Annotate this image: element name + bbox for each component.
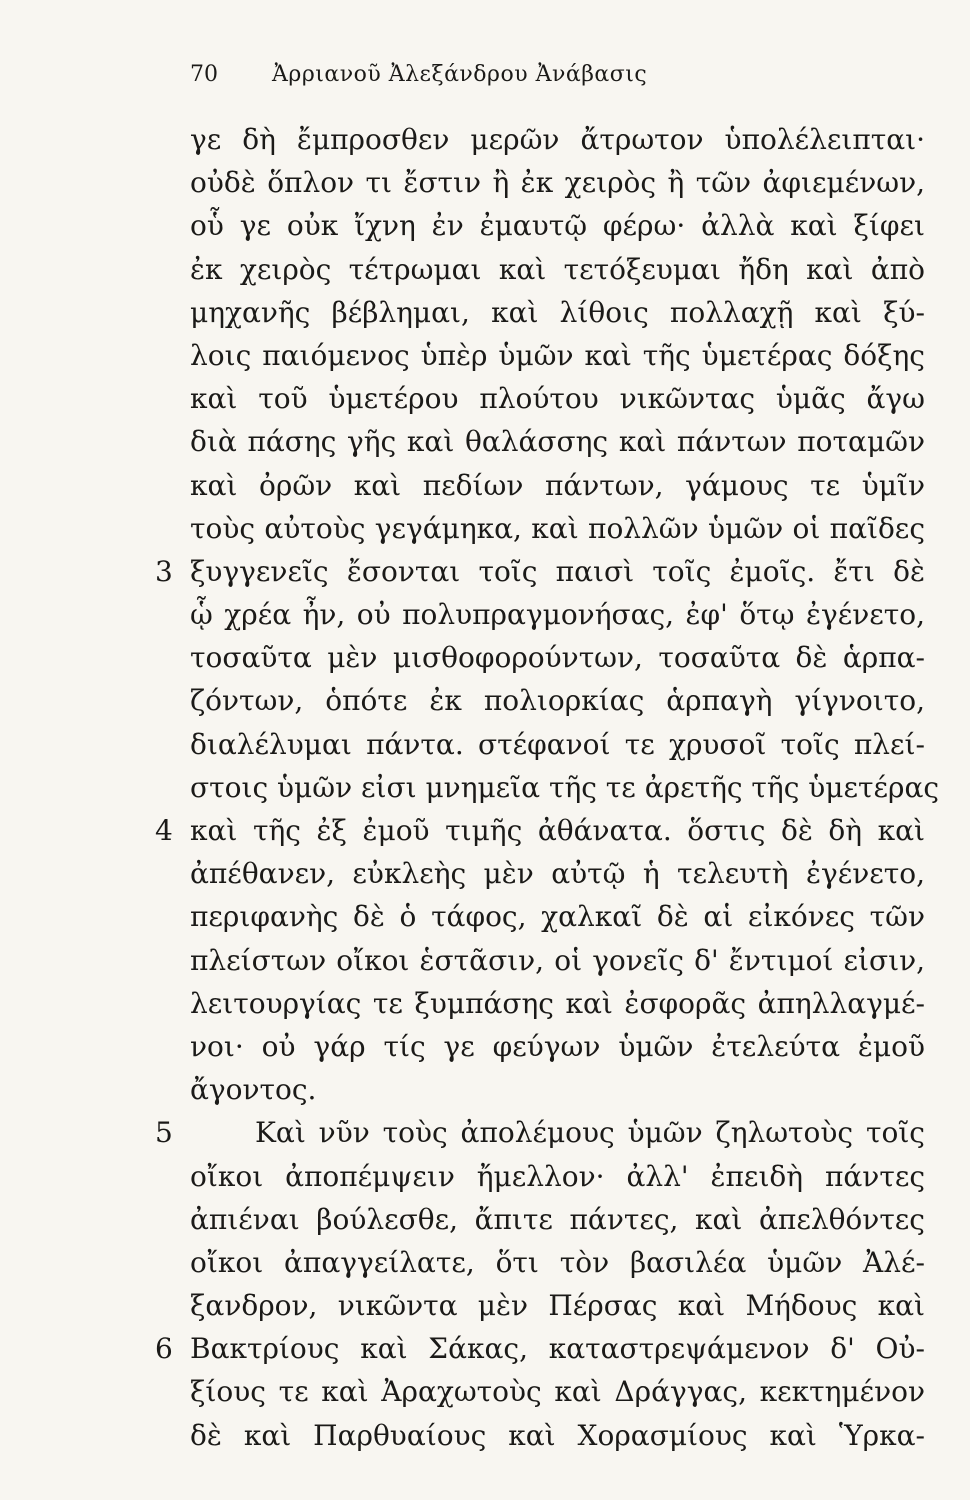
line-text: πλείστων οἴκοι ἑστᾶσιν, οἱ γονεῖς δ' ἔντιμοί εἰσιν,	[190, 943, 925, 977]
text-line	[190, 377, 925, 420]
text-line	[190, 291, 925, 334]
line-text: καὶ τῆς ἐξ ἐμοῦ τιμῆς ἀθάνατα. ὅστις δὲ δὴ καὶ	[190, 814, 925, 847]
line-text: τοσαῦτα μὲν μισθοφορούντων, τοσαῦτα δὲ ἁρπα-	[190, 641, 925, 675]
text-line	[190, 982, 925, 1025]
text-line	[190, 334, 925, 377]
text-line	[190, 1284, 925, 1327]
line-text: διαλέλυμαι πάντα. στέφανοί τε χρυσοῖ τοῖς πλεί-	[190, 727, 925, 761]
text-line	[155, 809, 925, 852]
main-text	[155, 118, 940, 1457]
line-text: ἀπέθανεν, εὐκλεὴς μὲν αὐτῷ ἡ τελευτὴ ἐγένετο,	[190, 857, 925, 891]
line-text: οὗ γε οὐκ ἴχνη ἐν ἐμαυτῷ φέρω· ἀλλὰ καὶ ξίφει	[190, 209, 925, 243]
line-text: μηχανῆς βέβλημαι, καὶ λίθοις πολλαχῇ καὶ ξύ-	[190, 295, 925, 329]
text-line	[190, 593, 925, 636]
line-text: ἀπιέναι βούλεσθε, ἄπιτε πάντες, καὶ ἀπελθόντες	[190, 1202, 925, 1236]
text-line	[190, 679, 925, 722]
line-text: Βακτρίους καὶ Σάκας, καταστρεψάμενον δ' Οὐ-	[190, 1332, 925, 1366]
text-line	[190, 420, 925, 463]
page-number: 70	[190, 62, 218, 87]
section-number: 6	[155, 1332, 173, 1366]
text-line	[190, 895, 925, 938]
line-text: ζόντων, ὁπότε ἐκ πολιορκίας ἁρπαγὴ γίγνοιτο,	[190, 684, 925, 718]
text-line	[190, 766, 940, 809]
text-line	[190, 723, 925, 766]
section-number: 4	[155, 814, 173, 847]
text-line	[190, 464, 925, 507]
text-line	[155, 1111, 925, 1154]
text-line	[155, 1327, 925, 1370]
line-text: δὲ καὶ Παρθυαίους καὶ Χορασμίους καὶ Ὑρκα-	[190, 1418, 925, 1452]
line-text: οὐδὲ ὅπλον τι ἔστιν ἢ ἐκ χειρὸς ἢ τῶν ἀφιεμένων,	[190, 166, 925, 200]
section-number: 5	[155, 1116, 173, 1150]
text-line	[190, 636, 925, 679]
text-line	[190, 939, 925, 982]
text-line	[190, 1370, 925, 1413]
text-line	[190, 161, 925, 204]
text-line	[190, 1025, 925, 1068]
line-text: ἄγοντος.	[190, 1073, 317, 1107]
text-line	[190, 507, 925, 550]
text-line	[190, 204, 925, 247]
running-title: Ἀρριανοῦ Ἀλεξάνδρου Ἀνάβασις	[272, 62, 648, 87]
line-text: καὶ ὀρῶν καὶ πεδίων πάντων, γάμους τε ὑμῖν	[190, 468, 925, 502]
line-text: καὶ τοῦ ὑμετέρου πλούτου νικῶντας ὑμᾶς ἄγω	[190, 382, 925, 416]
line-text: τοὺς αὐτοὺς γεγάμηκα, καὶ πολλῶν ὑμῶν οἱ παῖδες	[190, 511, 925, 545]
line-text: λοις παιόμενος ὑπὲρ ὑμῶν καὶ τῆς ὑμετέρας δόξης	[190, 338, 925, 372]
line-text: Καὶ νῦν τοὺς ἀπολέμους ὑμῶν ζηλωτοὺς τοῖς	[255, 1116, 925, 1150]
section-number: 3	[155, 554, 173, 588]
line-text: ἐκ χειρὸς τέτρωμαι καὶ τετόξευμαι ἤδη καὶ ἀπὸ	[190, 252, 925, 286]
line-text: περιφανὴς δὲ ὁ τάφος, χαλκαῖ δὲ αἱ εἰκόνες τῶν	[190, 900, 925, 934]
line-text: οἴκοι ἀπαγγείλατε, ὅτι τὸν βασιλέα ὑμῶν Ἀλέ-	[190, 1245, 925, 1279]
line-text: ξίους τε καὶ Ἀραχωτοὺς καὶ Δράγγας, κεκτημένον	[190, 1375, 925, 1409]
page-header	[190, 62, 910, 102]
line-text: ξυγγενεῖς ἔσονται τοῖς παισὶ τοῖς ἐμοῖς. ἔτι δὲ	[190, 554, 925, 588]
text-line	[190, 852, 925, 895]
line-text: νοι· οὐ γάρ τίς γε φεύγων ὑμῶν ἐτελεύτα ἐμοῦ	[190, 1029, 925, 1063]
text-line	[190, 118, 925, 161]
text-line	[190, 1155, 925, 1198]
text-line	[155, 550, 925, 593]
line-text: ξανδρον, νικῶντα μὲν Πέρσας καὶ Μήδους καὶ	[190, 1289, 925, 1323]
text-line	[190, 1068, 925, 1111]
line-text: ᾧ χρέα ἦν, οὐ πολυπραγμονήσας, ἐφ' ὅτῳ ἐγένετο,	[190, 598, 925, 632]
line-text: λειτουργίας τε ξυμπάσης καὶ ἐσφορᾶς ἀπηλλαγμέ-	[190, 986, 925, 1020]
line-text: οἴκοι ἀποπέμψειν ἤμελλον· ἀλλ' ἐπειδὴ πάντες	[190, 1159, 925, 1193]
text-line	[190, 1414, 925, 1457]
line-text: γε δὴ ἔμπροσθεν μερῶν ἄτρωτον ὑπολέλειπται·	[190, 123, 925, 156]
line-text: στοις ὑμῶν εἰσι μνημεῖα τῆς τε ἀρετῆς τῆς ὑμετέρας	[190, 770, 940, 804]
text-line	[190, 248, 925, 291]
line-text: διὰ πάσης γῆς καὶ θαλάσσης καὶ πάντων ποταμῶν	[190, 425, 925, 459]
text-line	[190, 1241, 925, 1284]
text-line	[190, 1198, 925, 1241]
